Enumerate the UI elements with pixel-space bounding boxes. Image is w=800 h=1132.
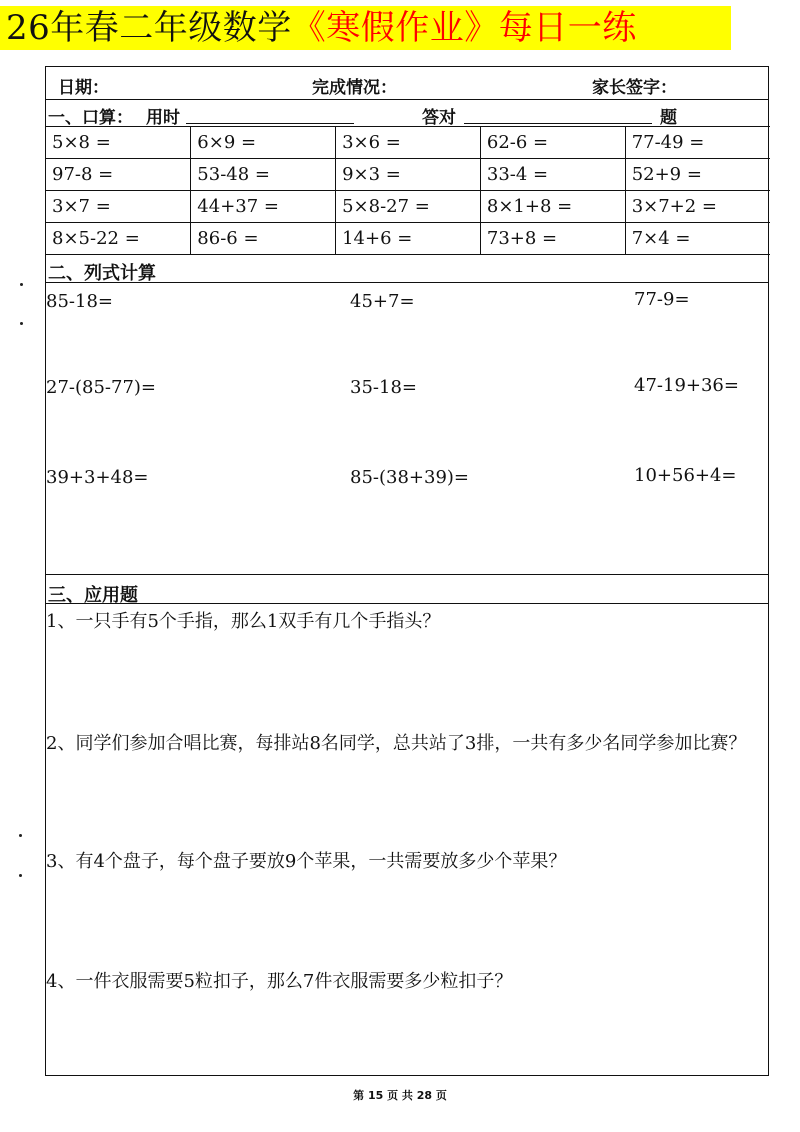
scan-dot bbox=[19, 874, 22, 877]
page-number: 第 15 页 共 28 页 bbox=[353, 1089, 447, 1102]
table-cell: 73+8 = bbox=[480, 223, 625, 255]
expression-item: 47-19+36= bbox=[634, 375, 739, 396]
title-banner bbox=[0, 6, 731, 50]
time-used-label: 用时 bbox=[146, 108, 180, 128]
table-cell: 62-6 = bbox=[480, 127, 625, 159]
word-problems-title: 三、应用题 bbox=[48, 585, 138, 606]
questions-label: 题 bbox=[660, 108, 677, 128]
expression-item: 77-9= bbox=[634, 289, 690, 310]
table-cell: 6×9 = bbox=[191, 127, 336, 159]
correct-label: 答对 bbox=[422, 108, 456, 128]
table-cell: 52+9 = bbox=[625, 159, 770, 191]
expression-item: 10+56+4= bbox=[634, 465, 737, 486]
table-cell: 3×7+2 = bbox=[625, 191, 770, 223]
table-cell: 86-6 = bbox=[191, 223, 336, 255]
scan-dot bbox=[20, 283, 23, 286]
date-label: 日期： bbox=[58, 78, 109, 98]
table-cell: 33-4 = bbox=[480, 159, 625, 191]
expression-item: 45+7= bbox=[350, 291, 415, 312]
table-row bbox=[46, 127, 770, 159]
time-blank bbox=[186, 123, 354, 124]
completion-label: 完成情况： bbox=[312, 78, 397, 98]
oral-calc-header bbox=[46, 100, 768, 128]
expression-item: 35-18= bbox=[350, 377, 417, 398]
table-cell: 53-48 = bbox=[191, 159, 336, 191]
scan-dot bbox=[19, 834, 22, 837]
table-cell: 14+6 = bbox=[336, 223, 481, 255]
word-problem: 3、有4个盘子，每个盘子要放9个苹果，一共需要放多少个苹果？ bbox=[46, 851, 567, 872]
info-row bbox=[46, 67, 768, 100]
table-cell: 8×1+8 = bbox=[480, 191, 625, 223]
table-row bbox=[46, 159, 770, 191]
word-problem: 2、同学们参加合唱比赛，每排站8名同学，总共站了3排，一共有多少名同学参加比赛？ bbox=[46, 733, 747, 754]
written-calc-title: 二、列式计算 bbox=[48, 263, 156, 284]
table-cell: 8×5-22 = bbox=[46, 223, 191, 255]
table-cell: 5×8 = bbox=[46, 127, 191, 159]
table-cell: 7×4 = bbox=[625, 223, 770, 255]
table-cell: 5×8-27 = bbox=[336, 191, 481, 223]
table-cell: 9×3 = bbox=[336, 159, 481, 191]
title-part-daily: 每日一练 bbox=[498, 8, 637, 48]
table-cell: 97-8 = bbox=[46, 159, 191, 191]
table-cell: 44+37 = bbox=[191, 191, 336, 223]
expression-item: 85-(38+39)= bbox=[350, 467, 470, 488]
oral-calc-table bbox=[46, 126, 770, 255]
title-part-grade: 26年春二年级数学 bbox=[6, 8, 292, 48]
expression-item: 39+3+48= bbox=[46, 467, 149, 488]
divider bbox=[46, 603, 768, 604]
title-part-homework: 《寒假作业》 bbox=[291, 8, 499, 48]
divider bbox=[46, 574, 768, 575]
table-cell: 77-49 = bbox=[625, 127, 770, 159]
parent-signature-label: 家长签字： bbox=[592, 78, 677, 98]
oral-calc-title: 一、口算： bbox=[48, 108, 133, 128]
table-row bbox=[46, 223, 770, 255]
table-row bbox=[46, 191, 770, 223]
worksheet bbox=[45, 66, 769, 1076]
word-problem: 4、一件衣服需要5粒扣子，那么7件衣服需要多少粒扣子？ bbox=[46, 971, 513, 992]
word-problem: 1、一只手有5个手指，那么1双手有几个手指头？ bbox=[46, 611, 441, 632]
divider bbox=[46, 282, 768, 283]
expression-item: 27-(85-77)= bbox=[46, 377, 157, 398]
expression-item: 85-18= bbox=[46, 291, 113, 312]
correct-count-blank bbox=[464, 123, 652, 124]
table-cell: 3×6 = bbox=[336, 127, 481, 159]
table-cell: 3×7 = bbox=[46, 191, 191, 223]
title-text bbox=[6, 7, 637, 49]
scan-dot bbox=[20, 322, 23, 325]
